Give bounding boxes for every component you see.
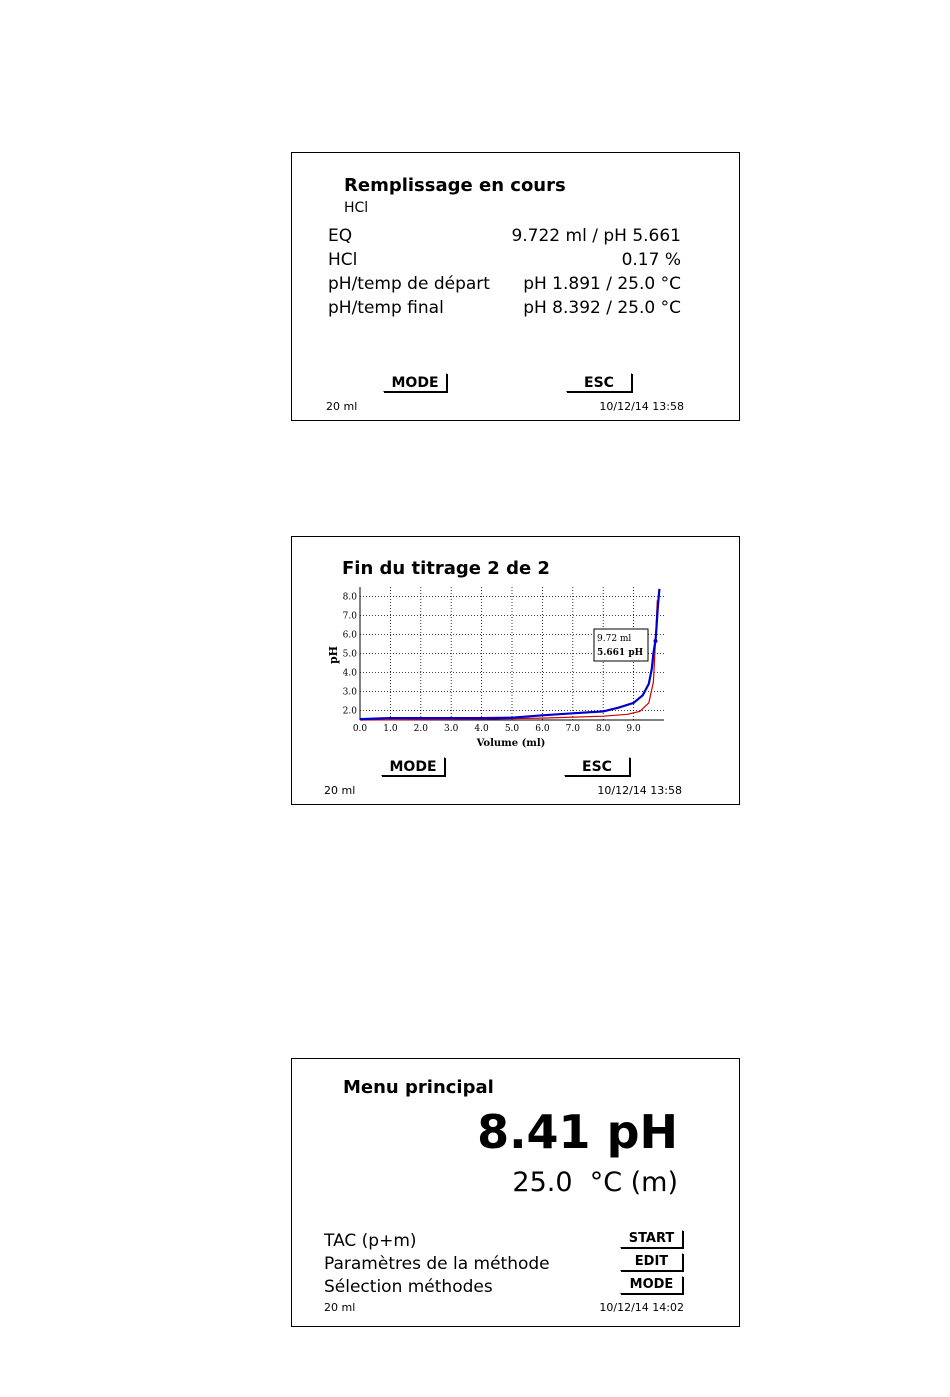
y-tick-labels (343, 593, 358, 717)
volume-label: 20 ml (324, 1301, 356, 1314)
x-tick-label: 2.0 (413, 724, 428, 734)
volume-label: 20 ml (324, 784, 356, 797)
y-tick-label: 5.0 (342, 649, 357, 660)
datetime-label: 10/12/14 13:58 (597, 784, 682, 797)
screen-title: Fin du titrage 2 de 2 (342, 558, 550, 579)
y-axis-label: pH (327, 645, 340, 665)
hcl-value: 0.17 % (621, 250, 681, 270)
mode-button[interactable]: MODE (383, 373, 447, 392)
hcl-label: HCl (328, 250, 358, 270)
method-tac-label: TAC (p+m) (324, 1231, 417, 1251)
x-tick-labels (353, 724, 641, 734)
screen-subtitle: HCl (344, 200, 369, 216)
equivalence-point-marker (653, 639, 657, 643)
tooltip-volume: 9.72 ml (597, 634, 632, 644)
x-tick-label: 5.0 (504, 724, 520, 734)
titration-chart (292, 577, 741, 797)
fill-screen (291, 152, 740, 421)
y-tick-label: 2.0 (342, 706, 357, 717)
datetime-label: 10/12/14 14:02 (599, 1301, 684, 1314)
x-tick-label: 8.0 (596, 724, 611, 734)
y-tick-label: 6.0 (342, 630, 357, 641)
method-parameters-label: Paramètres de la méthode (324, 1254, 550, 1274)
volume-label: 20 ml (326, 400, 358, 413)
eq-value: 9.722 ml / pH 5.661 (511, 226, 681, 246)
esc-button[interactable]: ESC (566, 373, 632, 392)
eq-label: EQ (328, 226, 353, 246)
start-ph-label: pH/temp de départ (328, 274, 490, 294)
y-tick-label: 4.0 (342, 668, 357, 679)
mode-button[interactable]: MODE (381, 757, 445, 776)
x-tick-label: 6.0 (535, 724, 550, 734)
final-ph-value: pH 8.392 / 25.0 °C (523, 298, 681, 318)
x-tick-label: 4.0 (474, 724, 489, 734)
x-tick-label: 3.0 (444, 724, 459, 734)
screen-title: Remplissage en cours (344, 175, 566, 196)
screen-title: Menu principal (343, 1077, 494, 1098)
ph-reading: 8.41 pH (477, 1105, 678, 1159)
y-tick-label: 7.0 (342, 611, 357, 622)
x-axis-label: Volume (ml) (476, 738, 546, 749)
x-tick-label: 7.0 (565, 724, 580, 734)
main-menu-screen (291, 1058, 740, 1327)
tooltip-ph: 5.661 pH (597, 648, 644, 658)
edit-button[interactable]: EDIT (620, 1253, 683, 1271)
x-tick-label: 9.0 (626, 724, 641, 734)
x-tick-label: 0.0 (352, 724, 368, 734)
y-tick-label: 3.0 (342, 687, 357, 698)
start-ph-value: pH 1.891 / 25.0 °C (523, 274, 681, 294)
y-tick-label: 8.0 (342, 592, 357, 603)
tooltip-box (594, 629, 648, 661)
datetime-label: 10/12/14 13:58 (599, 400, 684, 413)
curve-screen (291, 536, 740, 805)
x-tick-label: 1.0 (383, 724, 398, 734)
final-ph-label: pH/temp final (328, 298, 444, 318)
mode-button[interactable]: MODE (620, 1276, 683, 1294)
start-button[interactable]: START (620, 1230, 683, 1248)
method-selection-label: Sélection méthodes (324, 1277, 493, 1297)
temperature-reading: 25.0 °C (m) (512, 1167, 678, 1198)
esc-button[interactable]: ESC (564, 757, 630, 776)
